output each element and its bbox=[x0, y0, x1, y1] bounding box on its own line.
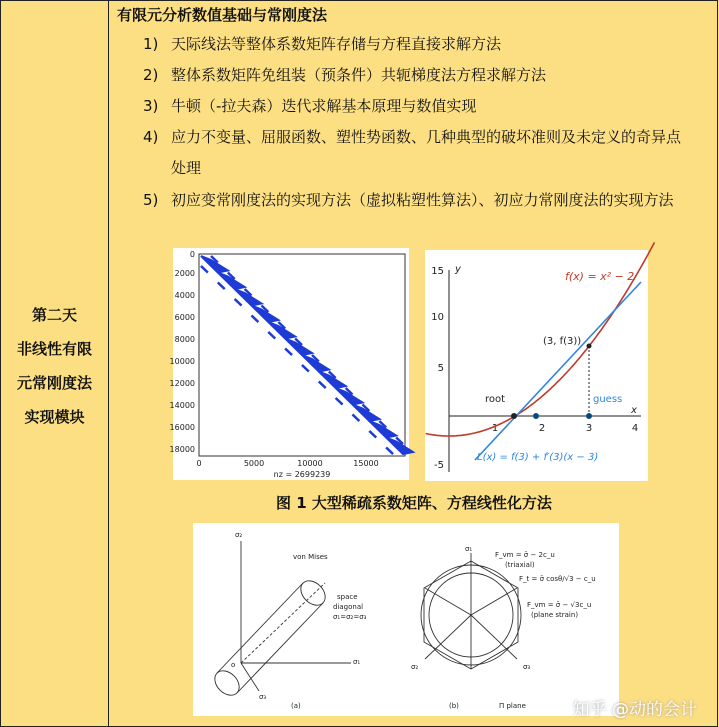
item-text: 初应变常刚度法的实现方法（虚拟粘塑性算法）、初应力常刚度法的实现方法 bbox=[171, 191, 674, 209]
cylinder-edge bbox=[217, 583, 303, 673]
cylinder-end bbox=[210, 666, 244, 700]
y-tick: 10000 bbox=[169, 357, 195, 366]
item-number: 5) bbox=[143, 191, 159, 209]
pi-sigma2-label: σ₂ bbox=[411, 663, 419, 671]
x-axis-label: x bbox=[631, 405, 637, 416]
list-item-continuation bbox=[143, 158, 201, 178]
list-item bbox=[143, 34, 501, 54]
pi-sigma2-axis bbox=[425, 615, 471, 659]
pi-axis bbox=[425, 588, 471, 615]
tangent-line bbox=[475, 282, 641, 460]
item-number: 1) bbox=[143, 35, 159, 53]
y-tick: 10 bbox=[431, 312, 444, 323]
y-tick: 12000 bbox=[169, 379, 195, 388]
day-line: 元常刚度法 bbox=[16, 374, 92, 392]
y-tick: 14000 bbox=[169, 401, 195, 410]
day-line: 非线性有限 bbox=[16, 340, 92, 358]
item-number: 3) bbox=[143, 97, 159, 115]
pi-plane-label: Π plane bbox=[499, 702, 526, 710]
function-label: f(x) = x² − 2 bbox=[565, 270, 635, 283]
guess-point bbox=[586, 413, 592, 419]
subfigure-b-label: (b) bbox=[449, 702, 459, 710]
tangent-point bbox=[587, 344, 592, 349]
x-tick: 4 bbox=[631, 423, 639, 434]
day-column bbox=[1, 1, 109, 726]
origin-label: o bbox=[231, 661, 236, 669]
f-vm-plane-label: F_vm = σ̄ − √3c_u bbox=[527, 601, 592, 609]
list-item bbox=[143, 190, 674, 210]
x-tick: 15000 bbox=[353, 459, 379, 468]
pi-sigma1-label: σ₁ bbox=[465, 545, 473, 553]
pi-axis bbox=[471, 588, 517, 615]
content-column bbox=[109, 1, 717, 726]
cylinder-edge bbox=[237, 603, 323, 693]
sigma1-label: σ₁ bbox=[353, 658, 361, 666]
item-number: 4) bbox=[143, 128, 159, 146]
list-item bbox=[143, 96, 476, 116]
y-tick: 16000 bbox=[169, 423, 195, 432]
watermark: 知乎 @动的会计 bbox=[572, 700, 697, 720]
x-tick: 0 bbox=[196, 459, 202, 468]
y-axis-label: y bbox=[455, 264, 461, 275]
item-text: 应力不变量、屈服函数、塑性势函数、几种典型的破坏准则及未定义的奇异点 bbox=[171, 128, 682, 146]
y-tick: 8000 bbox=[174, 335, 195, 344]
x-tick: 10000 bbox=[297, 459, 323, 468]
x-tick: 5000 bbox=[243, 459, 265, 468]
sparse-matrix-figure bbox=[169, 248, 409, 480]
y-tick: 4000 bbox=[174, 291, 195, 300]
y-tick: 6000 bbox=[174, 313, 195, 322]
cylinder-end bbox=[296, 576, 330, 610]
list-item bbox=[143, 127, 681, 147]
next-estimate-point bbox=[533, 413, 539, 419]
x-tick: 3 bbox=[585, 423, 593, 434]
list-item bbox=[143, 65, 546, 85]
item-text: 处理 bbox=[171, 159, 202, 177]
figure-caption: 图 1 大型稀疏系数矩阵、方程线性化方法 bbox=[276, 494, 552, 512]
yield-criteria-figure bbox=[193, 523, 619, 716]
f-t-label: F_t = σ̄ cosθ/√3 − c_u bbox=[519, 575, 596, 583]
von-mises-label: von Mises bbox=[293, 553, 328, 561]
tangent-label: L(x) = f(3) + f′(3)(x − 3) bbox=[477, 452, 599, 463]
pi-sigma3-axis bbox=[471, 615, 517, 659]
point-label: (3, f(3)) bbox=[543, 336, 582, 347]
sigma3-axis bbox=[241, 663, 259, 691]
item-text: 天际线法等整体系数矩阵存储与方程直接求解方法 bbox=[171, 35, 502, 53]
root-point bbox=[511, 413, 517, 419]
item-text: 整体系数矩阵免组装（预条件）共轭梯度法方程求解方法 bbox=[171, 66, 547, 84]
space-diagonal bbox=[241, 583, 325, 663]
newton-figure bbox=[425, 250, 648, 481]
item-number: 2) bbox=[143, 66, 159, 84]
pi-sigma3-label: σ₃ bbox=[523, 663, 531, 671]
root-label: root bbox=[485, 394, 506, 405]
guess-label: guess bbox=[593, 394, 623, 405]
f-vm-triaxial-label: F_vm = σ̄ − 2c_u bbox=[495, 551, 555, 559]
nz-label: nz = 2699239 bbox=[273, 470, 331, 479]
sigma3-label: σ₃ bbox=[259, 693, 267, 701]
triaxial-label: (triaxial) bbox=[505, 561, 535, 569]
section-title: 有限元分析数值基础与常刚度法 bbox=[117, 6, 328, 24]
sigma2-label: σ₂ bbox=[235, 531, 243, 539]
plane-strain-label: (plane strain) bbox=[531, 611, 579, 619]
y-tick: 5 bbox=[437, 363, 444, 374]
space-diagonal-label: diagonal bbox=[333, 603, 364, 611]
y-tick: 2000 bbox=[174, 269, 195, 278]
x-tick: 1 bbox=[491, 423, 499, 434]
y-tick: 18000 bbox=[169, 445, 195, 454]
y-tick: 0 bbox=[189, 250, 195, 259]
y-tick: 15 bbox=[431, 266, 444, 277]
x-tick: 2 bbox=[538, 423, 546, 434]
day-label bbox=[1, 298, 108, 434]
day-line: 实现模块 bbox=[24, 408, 85, 426]
space-diagonal-label: space bbox=[337, 593, 358, 601]
subfigure-a-label: (a) bbox=[291, 702, 301, 710]
item-text: 牛顿（-拉夫森）迭代求解基本原理与数值实现 bbox=[171, 97, 477, 115]
space-diagonal-label: σ₁=σ₂=σ₃ bbox=[333, 613, 367, 621]
y-tick: -5 bbox=[434, 460, 444, 471]
day-line: 第二天 bbox=[31, 306, 77, 324]
